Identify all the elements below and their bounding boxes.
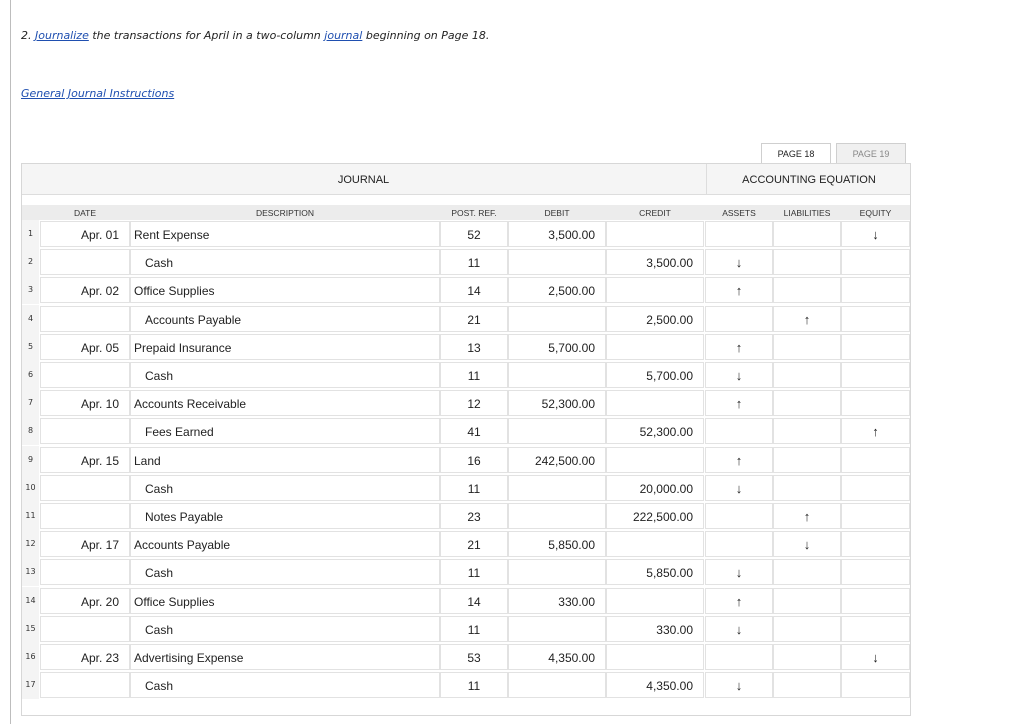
row-number: 10: [22, 474, 39, 502]
assets-cell[interactable]: ↓: [705, 616, 773, 642]
col-post-ref: POST. REF.: [451, 208, 497, 218]
equity-cell[interactable]: [841, 390, 910, 416]
description-cell[interactable]: Accounts Payable: [130, 531, 440, 557]
post-ref-cell[interactable]: 16: [440, 447, 508, 473]
liabilities-cell[interactable]: [773, 362, 841, 388]
credit-cell[interactable]: 222,500.00: [606, 503, 704, 529]
credit-cell[interactable]: [606, 390, 704, 416]
accounting-equation-heading: ACCOUNTING EQUATION: [706, 164, 911, 194]
debit-cell[interactable]: [508, 418, 606, 444]
description-cell[interactable]: Rent Expense: [130, 221, 440, 247]
liabilities-cell[interactable]: ↓: [773, 531, 841, 557]
column-header-row: [22, 205, 910, 220]
col-credit: CREDIT: [639, 208, 671, 218]
credit-cell[interactable]: 330.00: [606, 616, 704, 642]
equity-cell[interactable]: [841, 277, 910, 303]
credit-cell[interactable]: 20,000.00: [606, 475, 704, 501]
assets-cell[interactable]: [705, 306, 773, 332]
date-cell[interactable]: Apr. 10: [40, 390, 130, 416]
credit-cell[interactable]: [606, 644, 704, 670]
table-row: [22, 502, 910, 530]
assets-cell[interactable]: ↓: [705, 475, 773, 501]
debit-cell[interactable]: [508, 503, 606, 529]
liabilities-cell[interactable]: [773, 390, 841, 416]
general-journal-instructions-link[interactable]: General Journal Instructions: [21, 87, 175, 100]
assets-cell[interactable]: ↑: [705, 588, 773, 614]
row-number: 15: [22, 615, 39, 643]
description-cell[interactable]: Office Supplies: [130, 588, 440, 614]
date-cell[interactable]: Apr. 17: [40, 531, 130, 557]
journal-panel: [21, 163, 911, 716]
date-cell[interactable]: Apr. 02: [40, 277, 130, 303]
debit-cell[interactable]: 5,850.00: [508, 531, 606, 557]
post-ref-cell[interactable]: 41: [440, 418, 508, 444]
post-ref-cell[interactable]: 12: [440, 390, 508, 416]
date-cell[interactable]: [40, 306, 130, 332]
table-row: [22, 671, 910, 699]
row-number: 6: [22, 361, 39, 389]
assets-cell[interactable]: ↓: [705, 249, 773, 275]
equity-cell[interactable]: ↓: [841, 221, 910, 247]
date-cell[interactable]: [40, 249, 130, 275]
table-row: [22, 558, 910, 586]
date-cell[interactable]: [40, 559, 130, 585]
date-cell[interactable]: Apr. 20: [40, 588, 130, 614]
row-number: 3: [22, 276, 39, 304]
liabilities-cell[interactable]: [773, 418, 841, 444]
debit-cell[interactable]: [508, 306, 606, 332]
debit-cell[interactable]: [508, 559, 606, 585]
post-ref-cell[interactable]: 11: [440, 616, 508, 642]
liabilities-cell[interactable]: [773, 221, 841, 247]
date-cell[interactable]: Apr. 15: [40, 447, 130, 473]
instruction-prefix: 2.: [21, 29, 35, 42]
col-assets: ASSETS: [722, 208, 756, 218]
assets-cell[interactable]: ↓: [705, 672, 773, 698]
liabilities-cell[interactable]: [773, 277, 841, 303]
credit-cell[interactable]: 4,350.00: [606, 672, 704, 698]
post-ref-cell[interactable]: 21: [440, 531, 508, 557]
table-row: [22, 248, 910, 276]
liabilities-cell[interactable]: [773, 616, 841, 642]
date-cell[interactable]: Apr. 01: [40, 221, 130, 247]
description-cell[interactable]: Prepaid Insurance: [130, 334, 440, 360]
equity-cell[interactable]: [841, 531, 910, 557]
journal-link[interactable]: journal: [324, 29, 363, 42]
liabilities-cell[interactable]: [773, 644, 841, 670]
credit-cell[interactable]: [606, 531, 704, 557]
date-cell[interactable]: Apr. 23: [40, 644, 130, 670]
row-number: 12: [22, 530, 39, 558]
table-row: [22, 276, 910, 304]
debit-cell[interactable]: 3,500.00: [508, 221, 606, 247]
assets-cell[interactable]: ↑: [705, 334, 773, 360]
description-cell[interactable]: Notes Payable: [130, 503, 440, 529]
description-cell[interactable]: Land: [130, 447, 440, 473]
instruction-middle: the transactions for April in a two-column: [88, 29, 325, 42]
equity-cell[interactable]: [841, 588, 910, 614]
post-ref-cell[interactable]: 11: [440, 249, 508, 275]
credit-cell[interactable]: 2,500.00: [606, 306, 704, 332]
description-cell[interactable]: Office Supplies: [130, 277, 440, 303]
row-number: 5: [22, 333, 39, 361]
liabilities-cell[interactable]: [773, 588, 841, 614]
journalize-link[interactable]: Journalize: [35, 29, 89, 42]
credit-cell[interactable]: 5,700.00: [606, 362, 704, 388]
equity-cell[interactable]: [841, 559, 910, 585]
row-number: 8: [22, 417, 39, 445]
tab-page-18[interactable]: PAGE 18: [761, 143, 831, 163]
table-row: [22, 474, 910, 502]
date-cell[interactable]: Apr. 05: [40, 334, 130, 360]
post-ref-cell[interactable]: 14: [440, 588, 508, 614]
post-ref-cell[interactable]: 11: [440, 475, 508, 501]
date-cell[interactable]: [40, 475, 130, 501]
equity-cell[interactable]: [841, 249, 910, 275]
equity-cell[interactable]: [841, 447, 910, 473]
assets-cell[interactable]: [705, 503, 773, 529]
panel-header: [22, 164, 910, 195]
table-row: [22, 587, 910, 615]
row-number: 2: [22, 248, 39, 276]
row-number: 9: [22, 446, 39, 474]
equity-cell[interactable]: [841, 306, 910, 332]
date-cell[interactable]: [40, 616, 130, 642]
col-description: DESCRIPTION: [255, 208, 315, 218]
liabilities-cell[interactable]: ↑: [773, 306, 841, 332]
assets-cell[interactable]: ↓: [705, 559, 773, 585]
table-row: [22, 361, 910, 389]
row-number: 14: [22, 587, 39, 615]
description-cell[interactable]: Cash: [130, 249, 440, 275]
debit-cell[interactable]: 4,350.00: [508, 644, 606, 670]
date-cell[interactable]: [40, 503, 130, 529]
description-cell[interactable]: Cash: [130, 362, 440, 388]
table-row: [22, 530, 910, 558]
table-row: [22, 220, 910, 248]
post-ref-cell[interactable]: 52: [440, 221, 508, 247]
post-ref-cell[interactable]: 11: [440, 672, 508, 698]
row-number: 7: [22, 389, 39, 417]
post-ref-cell[interactable]: 53: [440, 644, 508, 670]
liabilities-cell[interactable]: [773, 447, 841, 473]
equity-cell[interactable]: [841, 503, 910, 529]
assets-cell[interactable]: [705, 221, 773, 247]
col-debit: DEBIT: [544, 208, 570, 218]
liabilities-cell[interactable]: [773, 249, 841, 275]
assets-cell[interactable]: ↓: [705, 362, 773, 388]
row-number: 17: [22, 671, 39, 699]
description-cell[interactable]: Cash: [130, 475, 440, 501]
debit-cell[interactable]: [508, 362, 606, 388]
credit-cell[interactable]: [606, 221, 704, 247]
table-row: [22, 446, 910, 474]
liabilities-cell[interactable]: [773, 559, 841, 585]
table-row: [22, 389, 910, 417]
row-number: 11: [22, 502, 39, 530]
col-liabilities: LIABILITIES: [783, 208, 831, 218]
row-number: 13: [22, 558, 39, 586]
liabilities-cell[interactable]: [773, 334, 841, 360]
debit-cell[interactable]: 330.00: [508, 588, 606, 614]
debit-cell[interactable]: 5,700.00: [508, 334, 606, 360]
debit-cell[interactable]: 52,300.00: [508, 390, 606, 416]
page-left-border: [10, 0, 11, 724]
equity-cell[interactable]: [841, 475, 910, 501]
description-cell[interactable]: Fees Earned: [130, 418, 440, 444]
description-cell[interactable]: Accounts Payable: [130, 306, 440, 332]
description-cell[interactable]: Cash: [130, 559, 440, 585]
description-cell[interactable]: Cash: [130, 672, 440, 698]
assets-cell[interactable]: ↑: [705, 447, 773, 473]
equity-cell[interactable]: [841, 362, 910, 388]
equity-cell[interactable]: [841, 672, 910, 698]
debit-cell[interactable]: [508, 249, 606, 275]
credit-cell[interactable]: [606, 588, 704, 614]
assets-cell[interactable]: [705, 531, 773, 557]
debit-cell[interactable]: 2,500.00: [508, 277, 606, 303]
row-number: 4: [22, 305, 39, 333]
liabilities-cell[interactable]: [773, 672, 841, 698]
instruction-text: [21, 29, 489, 42]
assets-cell[interactable]: ↑: [705, 390, 773, 416]
credit-cell[interactable]: 3,500.00: [606, 249, 704, 275]
tab-page-19[interactable]: PAGE 19: [836, 143, 906, 163]
post-ref-cell[interactable]: 21: [440, 306, 508, 332]
post-ref-cell[interactable]: 11: [440, 362, 508, 388]
assets-cell[interactable]: [705, 418, 773, 444]
debit-cell[interactable]: 242,500.00: [508, 447, 606, 473]
credit-cell[interactable]: [606, 447, 704, 473]
table-row: [22, 643, 910, 671]
equity-cell[interactable]: ↑: [841, 418, 910, 444]
row-number: 16: [22, 643, 39, 671]
debit-cell[interactable]: [508, 672, 606, 698]
equity-cell[interactable]: [841, 616, 910, 642]
assets-cell[interactable]: ↑: [705, 277, 773, 303]
row-number: 1: [22, 220, 39, 248]
table-row: [22, 417, 910, 445]
table-row: [22, 305, 910, 333]
date-cell[interactable]: [40, 672, 130, 698]
date-cell[interactable]: [40, 418, 130, 444]
credit-cell[interactable]: 52,300.00: [606, 418, 704, 444]
col-equity: EQUITY: [859, 208, 892, 218]
credit-cell[interactable]: 5,850.00: [606, 559, 704, 585]
credit-cell[interactable]: [606, 334, 704, 360]
post-ref-cell[interactable]: 13: [440, 334, 508, 360]
assets-cell[interactable]: [705, 644, 773, 670]
debit-cell[interactable]: [508, 475, 606, 501]
instruction-suffix: beginning on Page 18.: [362, 29, 490, 42]
description-cell[interactable]: Advertising Expense: [130, 644, 440, 670]
post-ref-cell[interactable]: 14: [440, 277, 508, 303]
equity-cell[interactable]: ↓: [841, 644, 910, 670]
description-cell[interactable]: Accounts Receivable: [130, 390, 440, 416]
description-cell[interactable]: Cash: [130, 616, 440, 642]
table-row: [22, 615, 910, 643]
date-cell[interactable]: [40, 362, 130, 388]
post-ref-cell[interactable]: 23: [440, 503, 508, 529]
table-row: [22, 333, 910, 361]
post-ref-cell[interactable]: 11: [440, 559, 508, 585]
col-date: DATE: [73, 208, 97, 218]
debit-cell[interactable]: [508, 616, 606, 642]
credit-cell[interactable]: [606, 277, 704, 303]
liabilities-cell[interactable]: [773, 475, 841, 501]
journal-heading: JOURNAL: [337, 174, 390, 186]
liabilities-cell[interactable]: ↑: [773, 503, 841, 529]
equity-cell[interactable]: [841, 334, 910, 360]
